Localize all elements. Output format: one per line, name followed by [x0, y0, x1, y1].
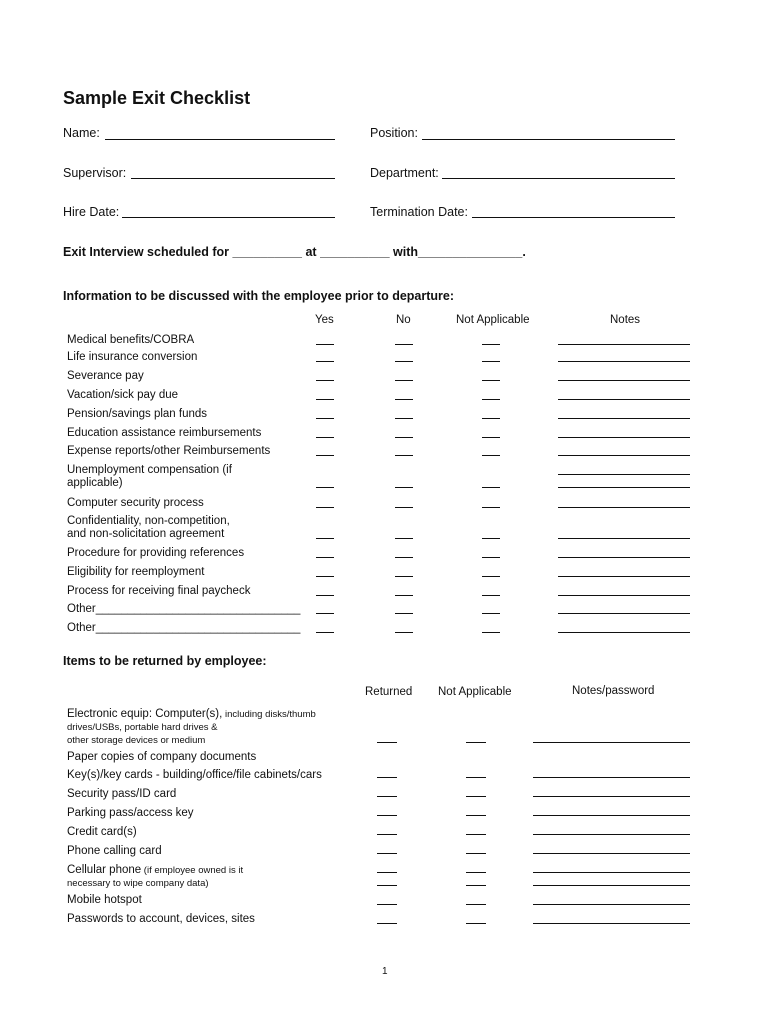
position-label: Position:: [370, 126, 418, 140]
notes-blank[interactable]: [558, 361, 690, 362]
no-blank[interactable]: [395, 361, 413, 362]
yes-blank[interactable]: [316, 576, 334, 577]
notes-blank[interactable]: [558, 487, 690, 488]
na-blank[interactable]: [482, 576, 500, 577]
na-blank[interactable]: [482, 437, 500, 438]
na-blank[interactable]: [466, 923, 486, 924]
returned-blank[interactable]: [377, 815, 397, 816]
na-blank[interactable]: [466, 904, 486, 905]
col-returned: Returned: [365, 686, 413, 698]
list-item: [67, 515, 230, 541]
yes-blank[interactable]: [316, 380, 334, 381]
list-item: [67, 807, 194, 820]
item-label: Medical benefits/COBRA: [67, 334, 195, 346]
notes-blank[interactable]: [533, 796, 690, 797]
notes-blank-extra[interactable]: [558, 474, 690, 475]
na-blank[interactable]: [466, 777, 486, 778]
item-label-cont: and non-solicitation agreement: [67, 528, 225, 540]
list-item: [67, 427, 261, 440]
department-label: Department:: [370, 166, 439, 180]
yes-blank[interactable]: [316, 399, 334, 400]
item-label: Life insurance conversion: [67, 351, 198, 363]
notes-blank[interactable]: [533, 885, 690, 886]
returned-blank[interactable]: [377, 923, 397, 924]
notes-blank[interactable]: [533, 777, 690, 778]
position-field[interactable]: [422, 139, 675, 140]
na-blank[interactable]: [482, 595, 500, 596]
name-label: Name:: [63, 126, 100, 140]
na-blank[interactable]: [482, 487, 500, 488]
no-blank[interactable]: [395, 455, 413, 456]
hire-date-field[interactable]: [122, 217, 335, 218]
yes-blank[interactable]: [316, 418, 334, 419]
list-item: [67, 547, 244, 560]
list-item: [67, 334, 194, 347]
section1-heading: Information to be discussed with the employee prior to departure:: [63, 289, 455, 303]
list-item: [67, 769, 322, 782]
notes-blank[interactable]: [533, 853, 690, 854]
list-item: [67, 585, 250, 598]
yes-blank[interactable]: [316, 538, 334, 539]
termination-date-label: Termination Date:: [370, 205, 468, 219]
notes-blank[interactable]: [558, 399, 690, 400]
list-item: [67, 788, 176, 801]
yes-blank[interactable]: [316, 595, 334, 596]
yes-blank[interactable]: [316, 507, 334, 508]
item-label: Education assistance reimbursements: [67, 427, 262, 439]
yes-blank[interactable]: [316, 455, 334, 456]
item-label: Severance pay: [67, 370, 144, 382]
returned-blank[interactable]: [377, 742, 397, 743]
notes-blank[interactable]: [558, 595, 690, 596]
item-label: Other________________________________: [67, 603, 301, 615]
supervisor-label: Supervisor:: [63, 166, 127, 180]
item-note: including disks/thumb: [222, 709, 316, 720]
na-blank[interactable]: [466, 872, 486, 873]
item-label: Unemployment compensation (if: [67, 464, 232, 476]
notes-blank[interactable]: [533, 815, 690, 816]
list-item: [67, 389, 178, 402]
notes-blank[interactable]: [558, 418, 690, 419]
no-blank[interactable]: [395, 507, 413, 508]
section2-heading: Items to be returned by employee:: [63, 654, 267, 668]
na-blank[interactable]: [482, 613, 500, 614]
no-blank[interactable]: [395, 437, 413, 438]
item-label: Vacation/sick pay due: [67, 389, 179, 401]
no-blank[interactable]: [395, 487, 413, 488]
item-label: Cellular phone: [67, 864, 142, 876]
list-item: [67, 826, 137, 839]
notes-blank[interactable]: [558, 576, 690, 577]
list-item: [67, 894, 142, 907]
item-label: Electronic equip: Computer(s),: [67, 708, 223, 720]
notes-blank[interactable]: [558, 557, 690, 558]
item-label-cont: applicable): [67, 477, 123, 489]
item-label: Procedure for providing references: [67, 547, 245, 559]
no-blank[interactable]: [395, 595, 413, 596]
item-label: Expense reports/other Reimbursements: [67, 445, 271, 457]
department-field[interactable]: [442, 178, 675, 179]
na-blank[interactable]: [482, 557, 500, 558]
yes-blank[interactable]: [316, 613, 334, 614]
item-label: Computer security process: [67, 497, 204, 509]
na-blank[interactable]: [482, 455, 500, 456]
notes-blank[interactable]: [533, 742, 690, 743]
no-blank[interactable]: [395, 557, 413, 558]
item-label: Other________________________________: [67, 622, 301, 634]
col-not-applicable-2: Not Applicable: [438, 686, 512, 698]
col-notes-password: Notes/password: [572, 685, 655, 697]
item-label: Parking pass/access key: [67, 807, 194, 819]
termination-date-field[interactable]: [472, 217, 675, 218]
returned-blank[interactable]: [377, 834, 397, 835]
item-label: Passwords to account, devices, sites: [67, 913, 255, 925]
returned-blank[interactable]: [377, 796, 397, 797]
na-blank[interactable]: [466, 853, 486, 854]
page-number: 1: [382, 966, 388, 977]
na-blank[interactable]: [482, 361, 500, 362]
item-label: Confidentiality, non-competition,: [67, 515, 230, 527]
na-blank[interactable]: [482, 344, 500, 345]
item-label: Paper copies of company documents: [67, 751, 257, 763]
yes-blank[interactable]: [316, 361, 334, 362]
list-item: [67, 845, 162, 858]
yes-blank[interactable]: [316, 632, 334, 633]
item-note-cont: drives/USBs, portable hard drives &: [67, 722, 218, 733]
na-blank[interactable]: [466, 815, 486, 816]
no-blank[interactable]: [395, 576, 413, 577]
item-label: Phone calling card: [67, 845, 162, 857]
yes-blank[interactable]: [316, 557, 334, 558]
notes-blank[interactable]: [533, 872, 690, 873]
notes-blank[interactable]: [558, 507, 690, 508]
list-item: [67, 603, 300, 616]
list-item: [67, 913, 255, 926]
returned-blank[interactable]: [377, 777, 397, 778]
notes-blank[interactable]: [558, 632, 690, 633]
no-blank[interactable]: [395, 613, 413, 614]
na-blank[interactable]: [482, 632, 500, 633]
na-blank[interactable]: [482, 418, 500, 419]
item-label: Key(s)/key cards - building/office/file cabinets/cars: [67, 769, 322, 781]
hire-date-label: Hire Date:: [63, 205, 120, 219]
yes-blank[interactable]: [316, 487, 334, 488]
list-item: [67, 751, 256, 764]
col-yes: Yes: [315, 314, 334, 326]
notes-blank[interactable]: [558, 538, 690, 539]
item-note: (if employee owned is it: [141, 865, 244, 876]
notes-blank[interactable]: [558, 613, 690, 614]
notes-blank[interactable]: [558, 437, 690, 438]
returned-blank[interactable]: [377, 872, 397, 873]
yes-blank[interactable]: [316, 437, 334, 438]
notes-blank[interactable]: [558, 380, 690, 381]
na-blank[interactable]: [482, 507, 500, 508]
notes-blank[interactable]: [533, 904, 690, 905]
item-note-cont: other storage devices or medium: [67, 735, 206, 746]
item-label: Credit card(s): [67, 826, 137, 838]
na-blank[interactable]: [482, 380, 500, 381]
item-label: Security pass/ID card: [67, 788, 177, 800]
list-item: [67, 370, 144, 383]
col-notes: Notes: [610, 314, 641, 326]
item-label: Pension/savings plan funds: [67, 408, 208, 420]
list-item: [67, 351, 197, 364]
notes-blank[interactable]: [533, 923, 690, 924]
item-label: Mobile hotspot: [67, 894, 142, 906]
exit-interview-line: Exit Interview scheduled for __________ at __________ with_______________.: [63, 245, 526, 259]
list-item: [67, 708, 316, 747]
page-title: Sample Exit Checklist: [63, 88, 251, 108]
no-blank[interactable]: [395, 399, 413, 400]
list-item: [67, 864, 243, 890]
na-blank[interactable]: [466, 742, 486, 743]
notes-blank[interactable]: [533, 834, 690, 835]
returned-blank[interactable]: [377, 885, 397, 886]
list-item: [67, 497, 204, 510]
item-label: Eligibility for reemployment: [67, 566, 205, 578]
yes-blank[interactable]: [316, 344, 334, 345]
no-blank[interactable]: [395, 538, 413, 539]
item-label: Process for receiving final paycheck: [67, 585, 251, 597]
supervisor-field[interactable]: [131, 178, 335, 179]
list-item: [67, 408, 207, 421]
na-blank[interactable]: [466, 796, 486, 797]
no-blank[interactable]: [395, 632, 413, 633]
list-item: [67, 464, 232, 490]
item-note-cont: necessary to wipe company data): [67, 878, 209, 889]
list-item: [67, 566, 204, 579]
notes-blank[interactable]: [558, 344, 690, 345]
no-blank[interactable]: [395, 418, 413, 419]
notes-blank[interactable]: [558, 455, 690, 456]
na-blank[interactable]: [466, 834, 486, 835]
name-field[interactable]: [105, 139, 335, 140]
list-item: [67, 445, 270, 458]
col-no: No: [396, 314, 411, 326]
col-not-applicable: Not Applicable: [456, 314, 530, 326]
returned-blank[interactable]: [377, 853, 397, 854]
na-blank[interactable]: [466, 885, 486, 886]
returned-blank[interactable]: [377, 904, 397, 905]
na-blank[interactable]: [482, 399, 500, 400]
no-blank[interactable]: [395, 380, 413, 381]
list-item: [67, 622, 300, 635]
no-blank[interactable]: [395, 344, 413, 345]
na-blank[interactable]: [482, 538, 500, 539]
